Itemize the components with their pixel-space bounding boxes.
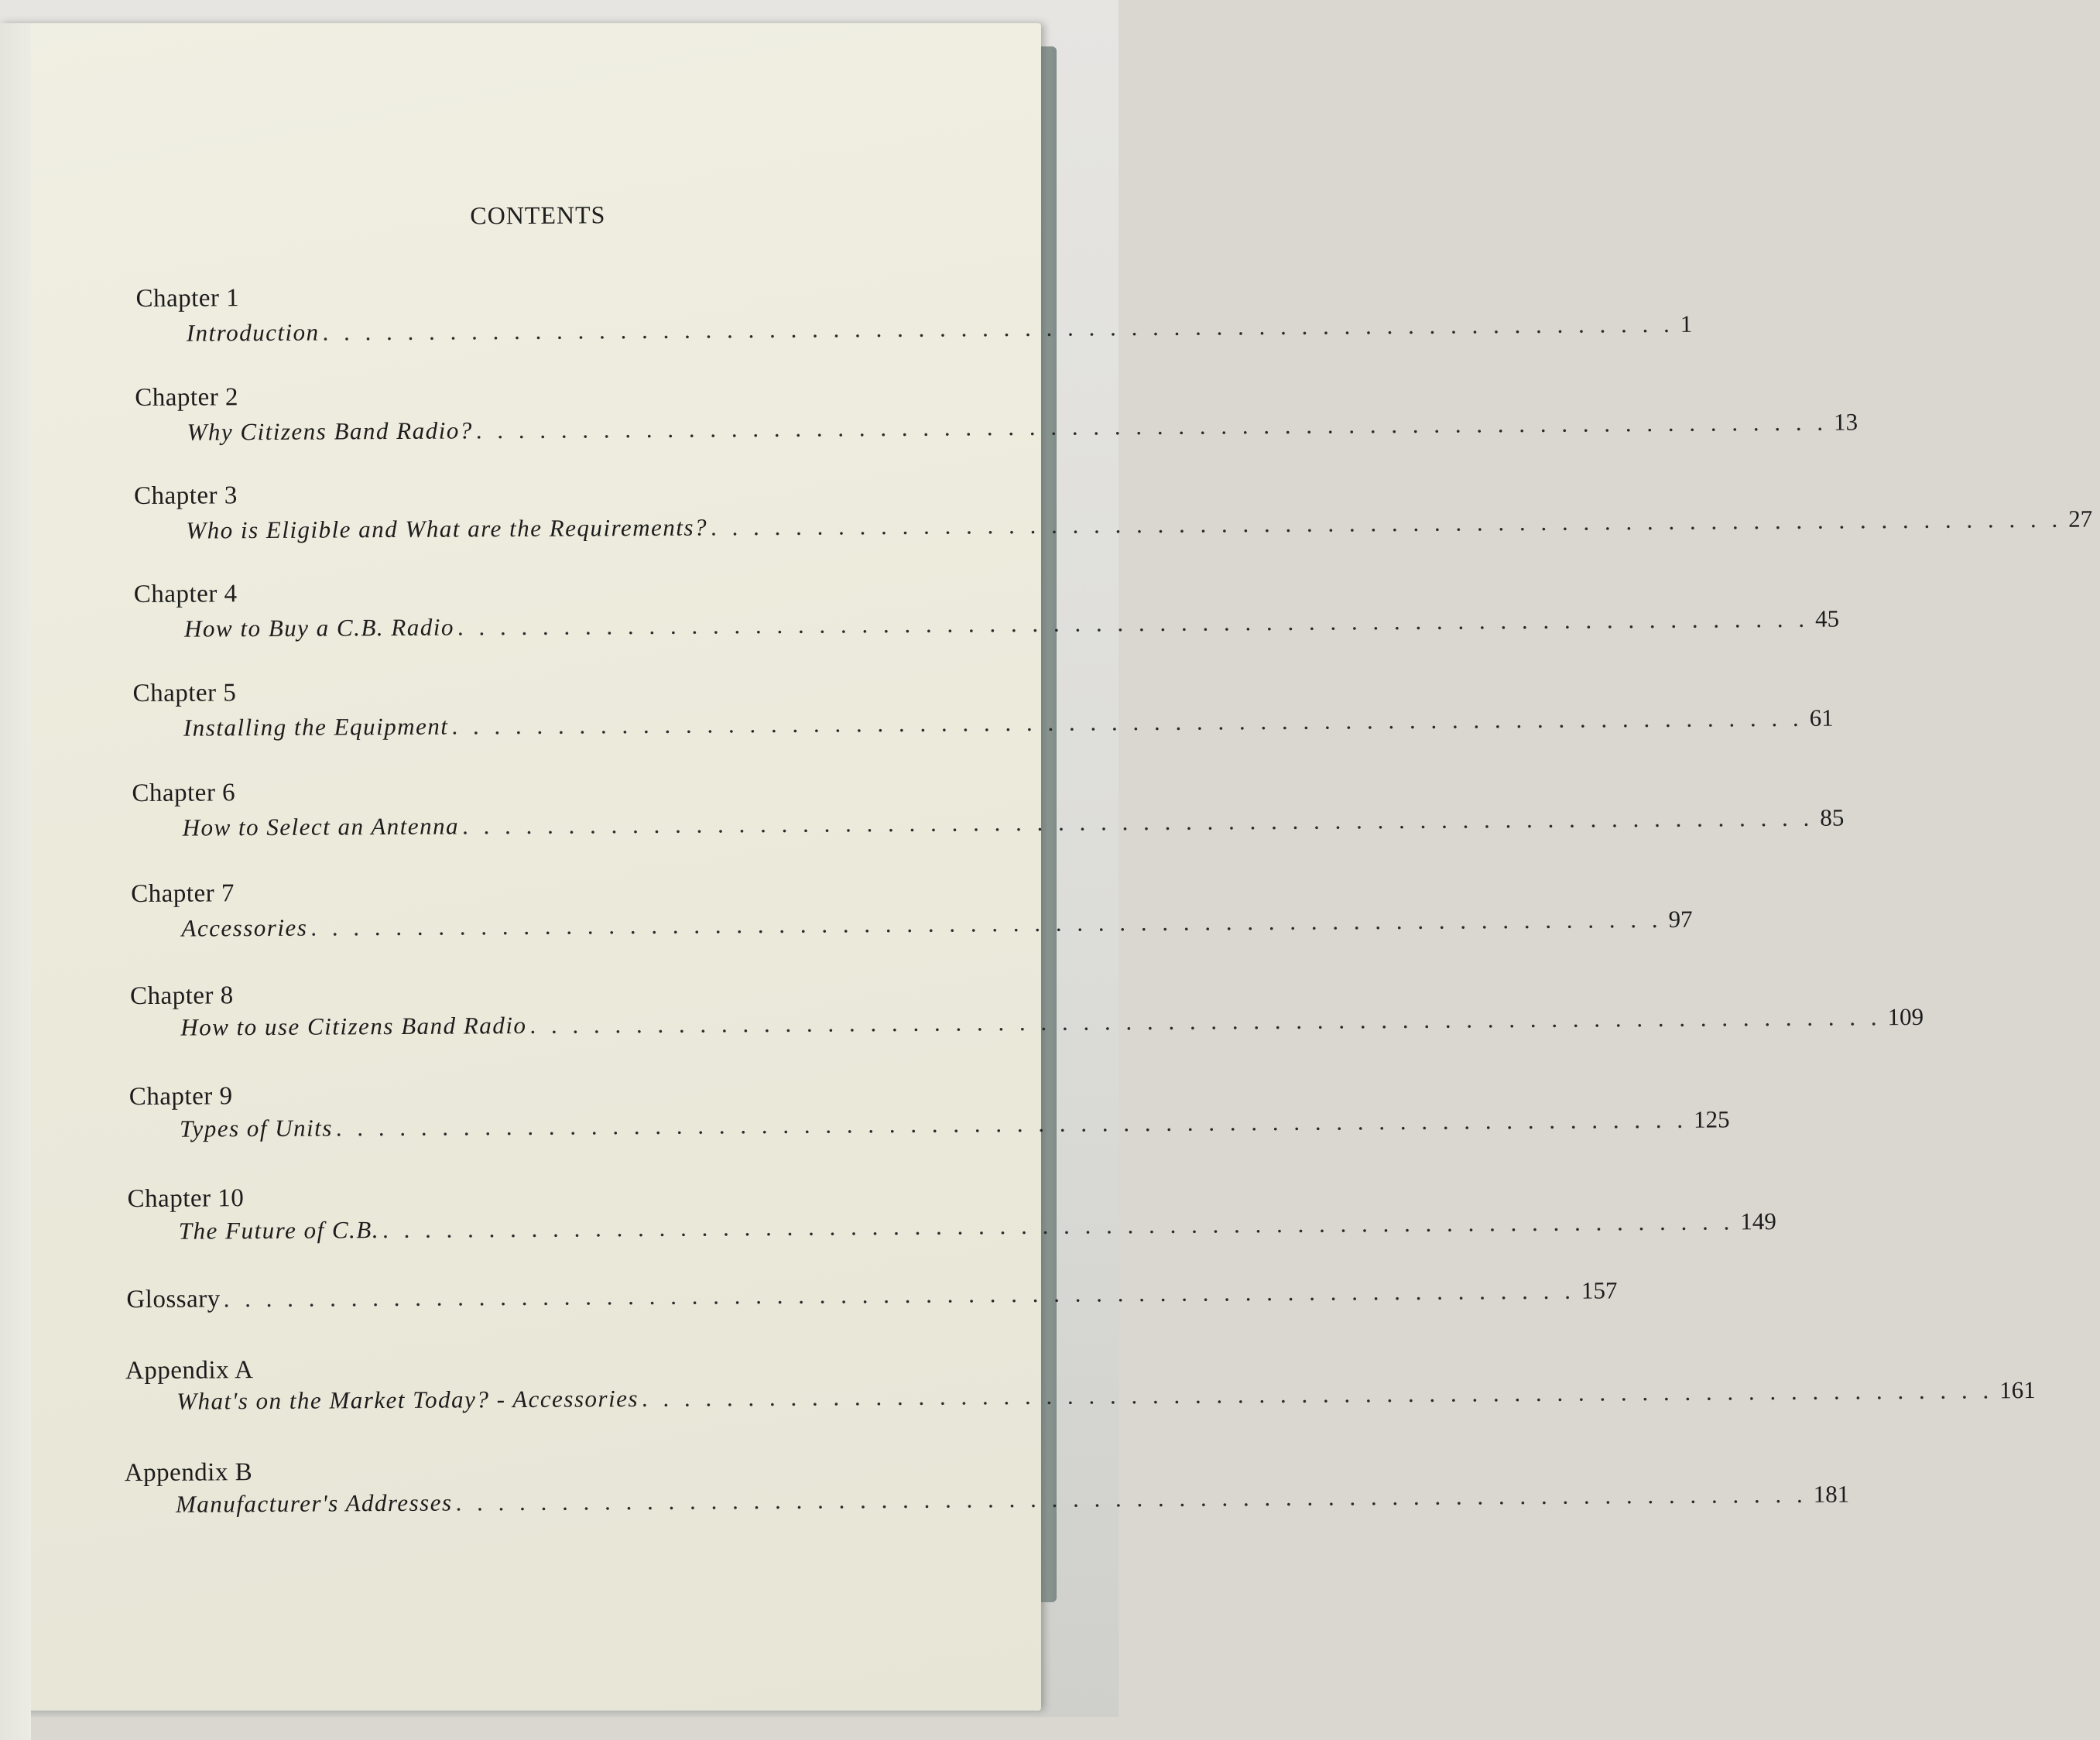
dot-leader: . . . . . . . . . . . . . . . . . . . . . . . . . . . . . . . . . . . . . . . . . . . . . . . . . . . . . . . . . . . . . . . .: [322, 310, 1674, 346]
dot-leader: . . . . . . . . . . . . . . . . . . . . . . . . . . . . . . . . . . . . . . . . . . . . . . . . . . . . . . . . . . . . . . . .: [462, 803, 1814, 840]
toc-title-row: [187, 408, 1858, 447]
glossary-title: Glossary: [126, 1285, 221, 1314]
chapter-title: Accessories: [181, 913, 308, 942]
chapter-label: Chapter 9: [128, 1082, 233, 1111]
chapter-label: Chapter 1: [135, 284, 240, 313]
toc-title-row: [181, 905, 1693, 943]
chapter-label: Chapter 4: [133, 580, 238, 609]
dot-leader: . . . . . . . . . . . . . . . . . . . . . . . . . . . . . . . . . . . . . . . . . . . . . . . . . . . . . . . . . . . . . . . .: [529, 1003, 1882, 1039]
toc-title-row: [184, 605, 1840, 643]
chapter-label: Chapter 2: [135, 383, 239, 413]
chapter-title: Introduction: [186, 318, 320, 347]
page-number: 161: [1999, 1376, 2036, 1404]
toc-title-row: [178, 1207, 1776, 1245]
chapter-title: Types of Units: [179, 1114, 333, 1142]
page-number: 149: [1740, 1207, 1776, 1235]
page-number: 109: [1887, 1002, 1924, 1031]
chapter-label: Chapter 10: [127, 1184, 245, 1214]
appendix-label: Appendix A: [125, 1356, 254, 1385]
contents-page: [0, 20, 2093, 1714]
chapter-title: Installing the Equipment: [183, 712, 449, 742]
toc-title-row: [176, 1376, 2036, 1415]
toc-title-row: [179, 1105, 1730, 1142]
page-number: 13: [1833, 408, 1858, 436]
dot-leader: . . . . . . . . . . . . . . . . . . . . . . . . . . . . . . . . . . . . . . . . . . . . . . . . . . . . . . . . . . . . . . . .: [455, 1480, 1807, 1516]
page-number: 27: [2068, 505, 2093, 533]
appendix-title: Manufacturer's Addresses: [175, 1488, 453, 1518]
book-page: [0, 23, 2093, 1711]
page-number: 1: [1680, 310, 1693, 337]
dot-leader: . . . . . . . . . . . . . . . . . . . . . . . . . . . . . . . . . . . . . . . . . . . . . . . . . . . . . . . . . . . . . . . .: [382, 1207, 1735, 1244]
dot-leader: . . . . . . . . . . . . . . . . . . . . . . . . . . . . . . . . . . . . . . . . . . . . . . . . . . . . . . . . . . . . . . . .: [310, 905, 1663, 941]
dot-leader: . . . . . . . . . . . . . . . . . . . . . . . . . . . . . . . . . . . . . . . . . . . . . . . . . . . . . . . . . . . . . . . .: [457, 605, 1810, 641]
page-number: 45: [1815, 605, 1840, 632]
dot-leader: . . . . . . . . . . . . . . . . . . . . . . . . . . . . . . . . . . . . . . . . . . . . . . . . . . . . . . . . . . . . . . . .: [223, 1276, 1576, 1313]
chapter-label: Chapter 7: [131, 879, 235, 909]
chapter-label: Chapter 6: [132, 779, 236, 808]
page-number: 125: [1693, 1105, 1730, 1133]
chapter-label: Chapter 8: [129, 981, 234, 1011]
page-number: 181: [1813, 1480, 1850, 1508]
page-number: 85: [1820, 803, 1845, 831]
toc-title-row: [186, 505, 2093, 545]
page-number: 157: [1581, 1276, 1618, 1304]
chapter-title: How to use Citizens Band Radio: [180, 1011, 527, 1041]
chapter-title: How to Buy a C.B. Radio: [184, 613, 455, 642]
dot-leader: . . . . . . . . . . . . . . . . . . . . . . . . . . . . . . . . . . . . . . . . . . . . . . . . . . . . . . . . . . . . . . . .: [475, 408, 1828, 444]
chapter-label: Chapter 5: [132, 679, 237, 708]
toc-title-row: [182, 803, 1845, 842]
dot-leader: . . . . . . . . . . . . . . . . . . . . . . . . . . . . . . . . . . . . . . . . . . . . . . . . . . . . . . . . . . . . . . . .: [710, 505, 2063, 541]
appendix-title: What's on the Market Today? - Accessories: [176, 1385, 639, 1415]
chapter-title: How to Select an Antenna: [182, 812, 460, 841]
page-number: 97: [1668, 905, 1693, 933]
chapter-title: Who is Eligible and What are the Requirements?: [186, 513, 708, 544]
page-number: 61: [1809, 704, 1834, 731]
chapter-title: The Future of C.B.: [178, 1216, 380, 1245]
toc-title-row: [126, 1276, 1618, 1314]
toc-title-row: [183, 704, 1834, 742]
toc-title-row: [175, 1480, 1850, 1518]
dot-leader: . . . . . . . . . . . . . . . . . . . . . . . . . . . . . . . . . . . . . . . . . . . . . . . . . . . . . . . . . . . . . . . .: [335, 1105, 1688, 1142]
chapter-title: Why Citizens Band Radio?: [187, 416, 473, 446]
appendix-label: Appendix B: [124, 1458, 253, 1488]
dot-leader: . . . . . . . . . . . . . . . . . . . . . . . . . . . . . . . . . . . . . . . . . . . . . . . . . . . . . . . . . . . . . . . .: [451, 704, 1804, 740]
toc-title-row: [180, 1002, 1924, 1041]
page-title: CONTENTS: [470, 200, 606, 230]
chapter-label: Chapter 3: [133, 481, 238, 511]
toc-title-row: [186, 310, 1693, 348]
dot-leader: . . . . . . . . . . . . . . . . . . . . . . . . . . . . . . . . . . . . . . . . . . . . . . . . . . . . . . . . . . . . . . . .: [641, 1376, 1994, 1413]
